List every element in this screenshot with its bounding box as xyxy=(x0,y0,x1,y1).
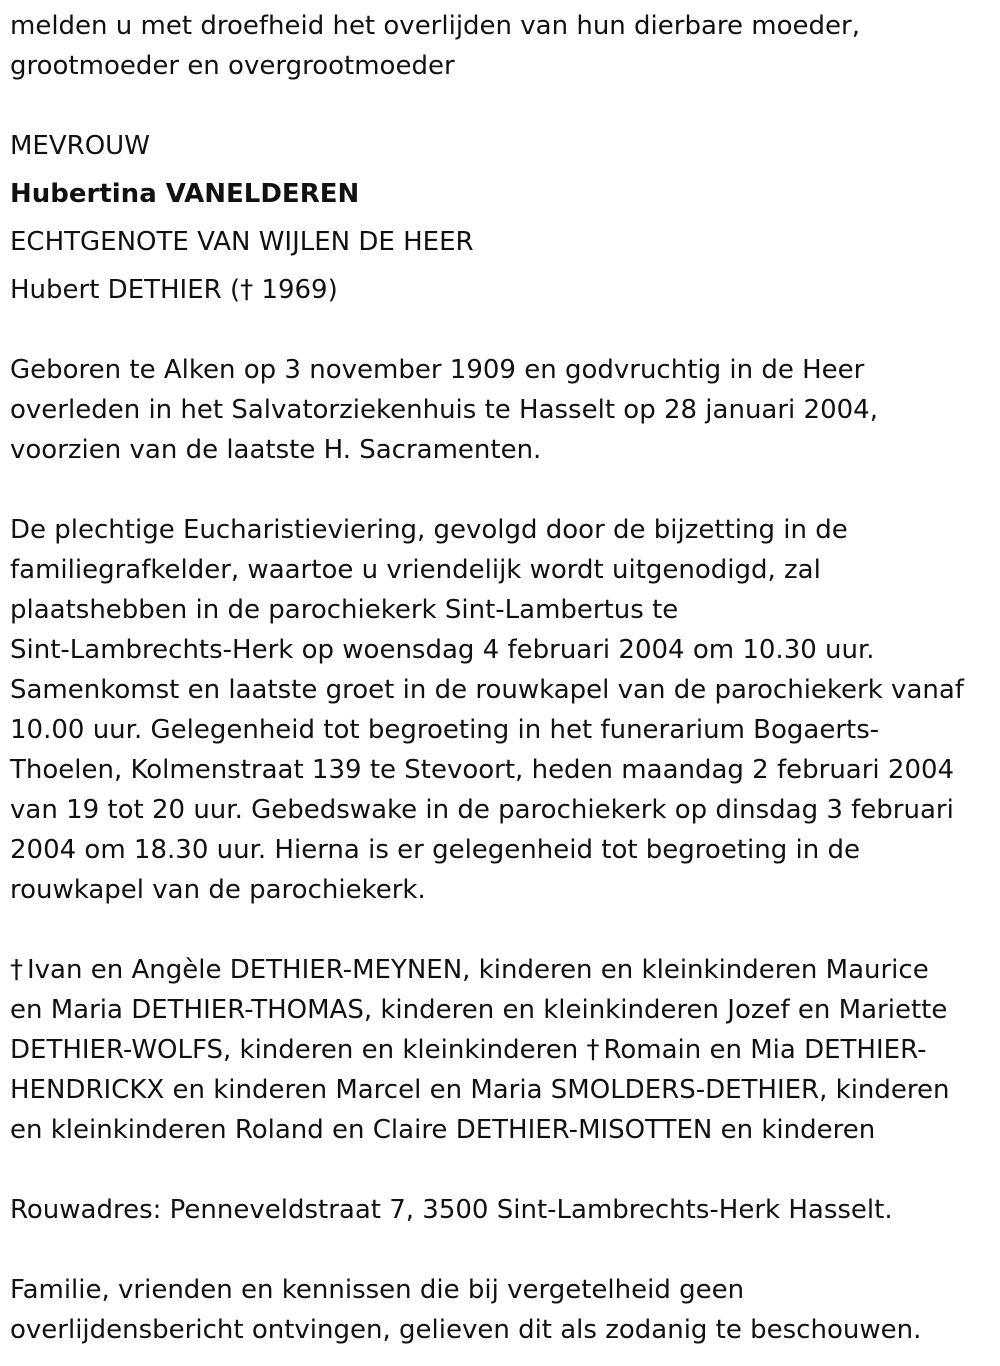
ceremony-line-3: plaatshebben in de parochiekerk Sint-Lambertus te xyxy=(10,595,679,625)
ceremony-line-6: 10.00 uur. Gelegenheid tot begroeting in het funerarium Bogaerts- xyxy=(10,715,880,745)
address-line: Rouwadres: Penneveldstraat 7, 3500 Sint-Lambrechts-Herk Hasselt. xyxy=(10,1195,893,1225)
ceremony-line-9: 2004 om 18.30 uur. Hierna is er gelegenheid tot begroeting in de xyxy=(10,835,860,865)
family-line-3-part-1: DETHIER-WOLFS, kinderen en kleinkinderen xyxy=(10,1035,579,1065)
family-line-5: en kleinkinderen Roland en Claire DETHIER-MISOTTEN en kinderen xyxy=(10,1115,876,1145)
family-line-3 xyxy=(10,1030,926,1070)
spouse-name-suffix: 1969) xyxy=(253,275,338,305)
cross-icon: † xyxy=(240,275,254,305)
intro-line-1: melden u met droefheid het overlijden van hun dierbare moeder, xyxy=(10,11,860,41)
closing-line-2: overlijdensbericht ontvingen, gelieven dit als zodanig te beschouwen. xyxy=(10,1315,922,1345)
ceremony-line-4: Sint-Lambrechts-Herk op woensdag 4 februari 2004 om 10.30 uur. xyxy=(10,635,875,665)
intro-line-2: grootmoeder en overgrootmoeder xyxy=(10,51,455,81)
deceased-name: Hubertina VANELDEREN xyxy=(10,179,360,209)
family-line-1 xyxy=(10,950,929,990)
birth-death-line-1: Geboren te Alken op 3 november 1909 en godvruchtig in de Heer xyxy=(10,355,865,385)
spouse-name xyxy=(10,270,338,310)
cross-icon: † xyxy=(586,1035,600,1065)
ceremony-line-8: van 19 tot 20 uur. Gebedswake in de parochiekerk op dinsdag 3 februari xyxy=(10,795,954,825)
spouse-intro: ECHTGENOTE VAN WIJLEN DE HEER xyxy=(10,227,474,257)
ceremony-line-2: familiegrafkelder, waartoe u vriendelijk wordt uitgenodigd, zal xyxy=(10,555,821,585)
birth-death-line-2: overleden in het Salvatorziekenhuis te Hasselt op 28 januari 2004, xyxy=(10,395,878,425)
birth-death-line-3: voorzien van de laatste H. Sacramenten. xyxy=(10,435,542,465)
ceremony-line-10: rouwkapel van de parochiekerk. xyxy=(10,875,426,905)
deceased-title: MEVROUW xyxy=(10,131,150,161)
family-line-3-part-2: Romain en Mia DETHIER- xyxy=(603,1035,927,1065)
family-line-1-text: Ivan en Angèle DETHIER-MEYNEN, kinderen en kleinkinderen Maurice xyxy=(27,955,929,985)
family-line-4: HENDRICKX en kinderen Marcel en Maria SMOLDERS-DETHIER, kinderen xyxy=(10,1075,950,1105)
ceremony-line-1: De plechtige Eucharistieviering, gevolgd door de bijzetting in de xyxy=(10,515,848,545)
family-line-2: en Maria DETHIER-THOMAS, kinderen en kleinkinderen Jozef en Mariette xyxy=(10,995,948,1025)
ceremony-line-5: Samenkomst en laatste groet in de rouwkapel van de parochiekerk vanaf xyxy=(10,675,964,705)
cross-icon: † xyxy=(10,955,23,985)
closing-line-1: Familie, vrienden en kennissen die bij vergetelheid geen xyxy=(10,1275,745,1305)
ceremony-line-7: Thoelen, Kolmenstraat 139 te Stevoort, heden maandag 2 februari 2004 xyxy=(10,755,955,785)
spouse-name-prefix: Hubert DETHIER ( xyxy=(10,275,241,305)
